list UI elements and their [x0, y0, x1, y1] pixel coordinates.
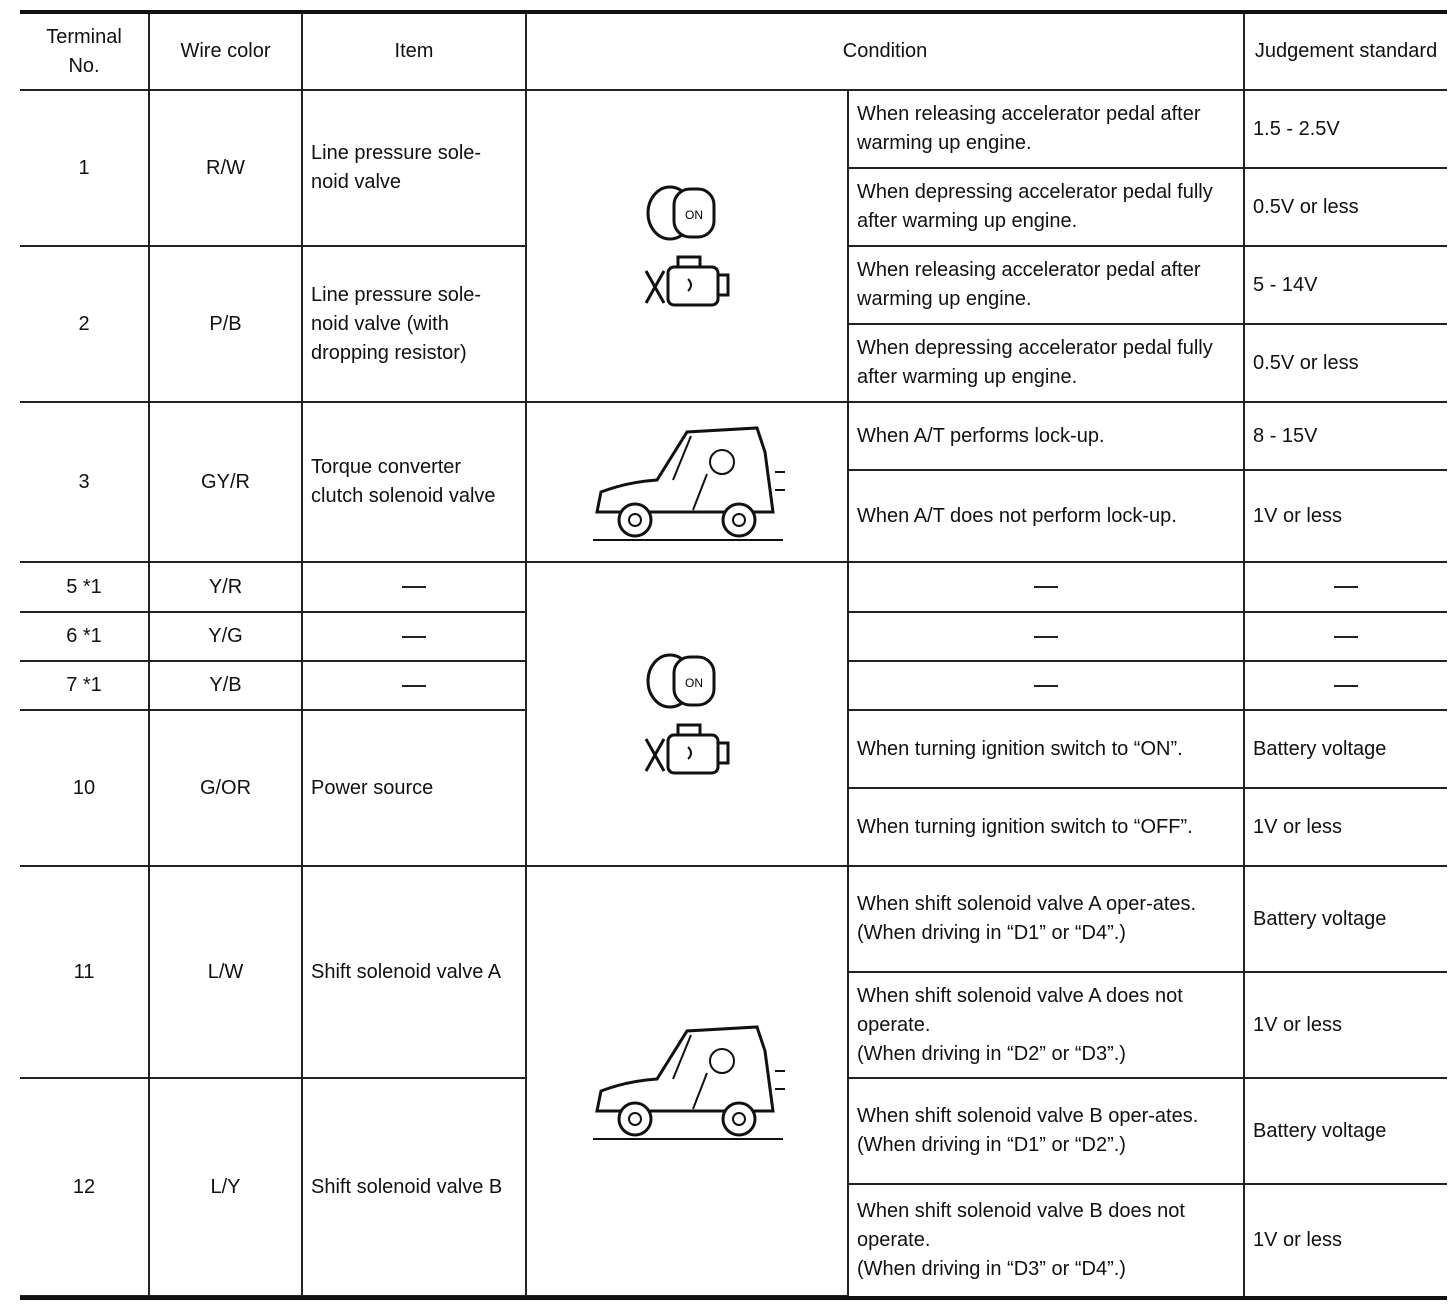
header-row — [20, 14, 1447, 90]
judgement-cell: 1V or less — [1244, 788, 1447, 866]
engine-running-icon — [646, 725, 728, 773]
condition-cell: When turning ignition switch to “OFF”. — [848, 788, 1244, 866]
judgement-cell: 0.5V or less — [1244, 324, 1447, 402]
ignition-key-on-icon — [632, 639, 742, 789]
condition-cell: When shift solenoid valve A oper-ates. (When driving in “D1” or “D4”.) — [848, 866, 1244, 972]
item-cell: Shift solenoid valve A — [302, 866, 526, 1078]
car-driving-illustration — [526, 866, 848, 1296]
bottom-rule — [20, 1296, 1447, 1300]
wire-color-cell: G/OR — [149, 710, 302, 866]
item-cell: Line pressure sole-noid valve — [302, 90, 526, 246]
terminal-cell: 7 *1 — [20, 661, 149, 710]
svg-text:ON: ON — [685, 208, 703, 222]
item-cell: Torque converter clutch solenoid valve — [302, 402, 526, 562]
wire-color-cell: GY/R — [149, 402, 302, 562]
condition-cell: When releasing accelerator pedal after warming up engine. — [848, 246, 1244, 324]
condition-cell-empty — [848, 562, 1244, 612]
condition-cell-empty — [848, 661, 1244, 710]
terminal-cell: 12 — [20, 1078, 149, 1296]
condition-cell: When A/T does not perform lock-up. — [848, 470, 1244, 562]
table-row — [20, 402, 1447, 470]
wire-color-cell: Y/B — [149, 661, 302, 710]
svg-text:ON: ON — [685, 676, 703, 690]
judgement-cell: 5 - 14V — [1244, 246, 1447, 324]
judgement-cell: 1V or less — [1244, 1184, 1447, 1296]
car-driving-icon — [587, 1011, 787, 1151]
condition-cell: When shift solenoid valve A does not operate. (When driving in “D2” or “D3”.) — [848, 972, 1244, 1078]
item-cell: Power source — [302, 710, 526, 866]
judgement-cell: 1V or less — [1244, 972, 1447, 1078]
header-terminal: Terminal No. — [20, 14, 149, 90]
engine-running-icon — [646, 257, 728, 305]
judgement-cell: Battery voltage — [1244, 866, 1447, 972]
wire-color-cell: P/B — [149, 246, 302, 402]
ignition-engine-illustration — [526, 90, 848, 402]
header-judgement: Judgement standard — [1244, 14, 1447, 90]
terminal-cell: 5 *1 — [20, 562, 149, 612]
wire-color-cell: L/W — [149, 866, 302, 1078]
judgement-cell: Battery voltage — [1244, 1078, 1447, 1184]
terminal-cell: 2 — [20, 246, 149, 402]
condition-cell: When shift solenoid valve B does not operate. (When driving in “D3” or “D4”.) — [848, 1184, 1244, 1296]
judgement-cell: 1V or less — [1244, 470, 1447, 562]
header-condition: Condition — [526, 14, 1244, 90]
condition-cell: When depressing accelerator pedal fully after warming up engine. — [848, 324, 1244, 402]
terminal-cell: 10 — [20, 710, 149, 866]
judgement-cell: Battery voltage — [1244, 710, 1447, 788]
item-cell: Shift solenoid valve B — [302, 1078, 526, 1296]
table-row — [20, 562, 1447, 612]
judgement-cell-empty — [1244, 661, 1447, 710]
ignition-key-on-icon — [632, 171, 742, 321]
table-row — [20, 866, 1447, 972]
wire-color-cell: Y/R — [149, 562, 302, 612]
terminal-cell: 6 *1 — [20, 612, 149, 661]
terminal-spec-table — [20, 14, 1447, 1297]
item-cell-empty — [302, 612, 526, 661]
judgement-cell-empty — [1244, 612, 1447, 661]
wire-color-cell: R/W — [149, 90, 302, 246]
condition-cell: When shift solenoid valve B oper-ates. (When driving in “D1” or “D2”.) — [848, 1078, 1244, 1184]
ignition-engine-illustration — [526, 562, 848, 866]
car-driving-icon — [587, 412, 787, 552]
judgement-cell: 1.5 - 2.5V — [1244, 90, 1447, 168]
condition-cell-empty — [848, 612, 1244, 661]
item-cell-empty — [302, 562, 526, 612]
terminal-cell: 3 — [20, 402, 149, 562]
table-row — [20, 90, 1447, 168]
judgement-cell: 0.5V or less — [1244, 168, 1447, 246]
condition-cell: When A/T performs lock-up. — [848, 402, 1244, 470]
terminal-cell: 11 — [20, 866, 149, 1078]
condition-cell: When turning ignition switch to “ON”. — [848, 710, 1244, 788]
wire-color-cell: L/Y — [149, 1078, 302, 1296]
wire-color-cell: Y/G — [149, 612, 302, 661]
terminal-cell: 1 — [20, 90, 149, 246]
header-item: Item — [302, 14, 526, 90]
judgement-cell-empty — [1244, 562, 1447, 612]
header-wire-color: Wire color — [149, 14, 302, 90]
car-driving-illustration — [526, 402, 848, 562]
judgement-cell: 8 - 15V — [1244, 402, 1447, 470]
condition-cell: When depressing accelerator pedal fully after warming up engine. — [848, 168, 1244, 246]
item-cell-empty — [302, 661, 526, 710]
item-cell: Line pressure sole-noid valve (with dropping resistor) — [302, 246, 526, 402]
condition-cell: When releasing accelerator pedal after warming up engine. — [848, 90, 1244, 168]
